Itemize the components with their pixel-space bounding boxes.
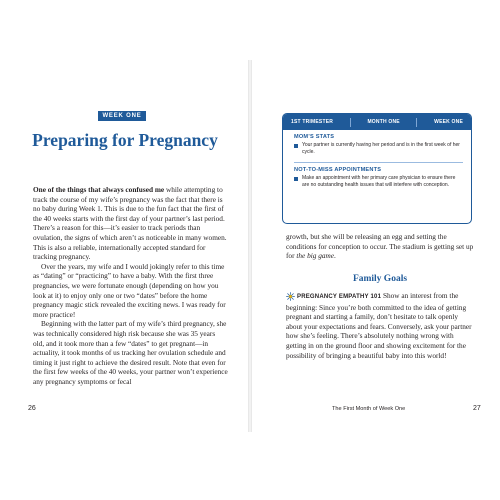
moms-stats-text: Your partner is currently having her period and is in the first week of her cycle. bbox=[302, 142, 460, 155]
lead-in: One of the things that always confused me bbox=[33, 185, 165, 194]
paragraph-3: Beginning with the latter part of my wife’s third pregnancy, she was technically considered high risk because she was 35 years old, and it took more than a few “dates” to get pregnant—in actuality, it took months of us tracking her ovulation schedule and timing it just right to achieve the desired result. Note that even for the first few weeks of the 40 weeks, your partner won’t experience any pregnancy symptoms or fecal bbox=[33, 319, 228, 386]
appointments-title: NOT-TO-MISS APPOINTMENTS bbox=[294, 167, 382, 173]
continued-text: growth, but she will be releasing an egg and setting the conditions for conception to occur. The stadium is getting set up for bbox=[286, 232, 474, 261]
running-footer: The First Month of Week One bbox=[332, 406, 406, 412]
left-page bbox=[0, 0, 248, 500]
paragraph-1 bbox=[33, 185, 228, 262]
section-title: Family Goals bbox=[352, 274, 408, 284]
week-label: WEEK ONE bbox=[434, 119, 463, 125]
square-bullet-icon bbox=[294, 177, 298, 181]
moms-stats-item bbox=[294, 142, 463, 156]
appointments-text: Make an appointment with her primary care physician to ensure there are no outstanding health issues that will interfere with conception. bbox=[302, 175, 456, 188]
week-tag: WEEK ONE bbox=[98, 111, 146, 121]
page-number: 27 bbox=[473, 405, 481, 412]
paragraph-1-text: while attempting to track the course of my wife’s pregnancy was the fact that there is no baby during Week 1. This is due to the fun fact that the first of the 40 weeks starts with the first day of your partner’s last period. There’s a reason for this—it’s easier to track periods than ovulation, the signs of which aren’t as noticeable in many women. This is also a reliable, internationally accepted standard for tracking pregnancy. bbox=[33, 185, 227, 262]
moms-stats-title: MOM’S STATS bbox=[294, 134, 335, 140]
trimester-label: 1ST TRIMESTER bbox=[291, 119, 334, 125]
appointments-section bbox=[283, 163, 471, 189]
body-text bbox=[33, 185, 228, 386]
sidebar-header bbox=[283, 114, 471, 130]
continued-end: . bbox=[334, 251, 336, 261]
paragraph-2: Over the years, my wife and I would jokingly refer to this time as “dating” or “practicing” to have a baby. With the first three pregnancies, we were fortunate enough (depending on how you look at it) to enjoy only one or two “dates” before the home pregnancy magic stick revealed the exciting news. I was ready for more practice! bbox=[33, 261, 226, 319]
page-number: 26 bbox=[28, 405, 36, 412]
stats-sidebar bbox=[282, 113, 472, 224]
emphasis-text: the big game bbox=[296, 251, 335, 261]
header-divider bbox=[350, 118, 351, 127]
continued-paragraph bbox=[286, 232, 474, 261]
moms-stats-section bbox=[283, 130, 471, 156]
right-page bbox=[252, 0, 500, 500]
month-label: MONTH ONE bbox=[367, 119, 400, 125]
goal-text: Show an interest from the beginning: Since you’re both committed to the idea of getting pregnant and starting a family, don’t hesitate to talk openly about your expectations and fears. Conversely, ask your partner how she’s feeling. There’s absolutely nothing wrong with getting in on the ground floor and showing excitement for the possibility of bringing a beautiful baby into this world! bbox=[286, 291, 472, 360]
goal-paragraph bbox=[286, 291, 474, 360]
appointments-item bbox=[294, 175, 463, 189]
square-bullet-icon bbox=[294, 144, 298, 148]
chapter-title: Preparing for Pregnancy bbox=[32, 130, 218, 150]
goal-lead: PREGNANCY EMPATHY 101 bbox=[297, 294, 382, 300]
header-divider bbox=[416, 118, 417, 127]
